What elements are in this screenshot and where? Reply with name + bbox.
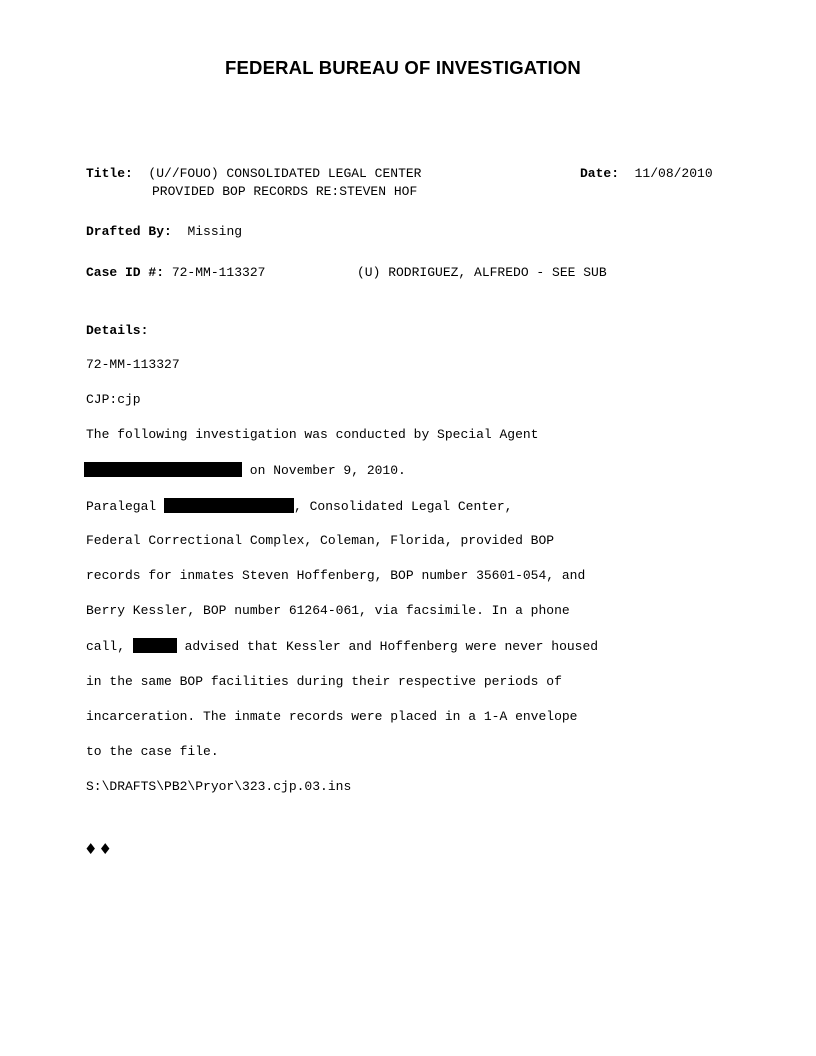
drafted-by-value: Missing	[187, 224, 243, 239]
drafted-by-row	[86, 224, 242, 240]
details-line-6: Berry Kessler, BOP number 61264-061, via facsimile. In a phone	[86, 603, 570, 618]
end-marker: ♦♦	[84, 840, 113, 858]
details-line-5: records for inmates Steven Hoffenberg, BOP number 35601-054, and	[86, 568, 586, 583]
date-row	[580, 166, 713, 182]
details-file-number: 72-MM-113327	[86, 357, 180, 372]
case-id-label: Case ID #:	[86, 265, 165, 280]
details-line-3	[86, 498, 512, 515]
details-line-9: incarceration. The inmate records were placed in a 1-A envelope	[86, 709, 578, 724]
details-line-1: The following investigation was conducted by Special Agent	[86, 427, 539, 442]
details-line-10: to the case file.	[86, 744, 219, 759]
title-value-line2: PROVIDED BOP RECORDS RE:STEVEN HOF	[152, 184, 418, 199]
redaction-paralegal-short	[133, 638, 177, 653]
details-line-7-suffix: advised that Kessler and Hoffenberg were never housed	[176, 639, 599, 654]
title-row	[86, 166, 421, 182]
details-line-8: in the same BOP facilities during their respective periods of	[86, 674, 562, 689]
details-line-2-text: on November 9, 2010.	[242, 463, 406, 478]
details-line-3-suffix: , Consolidated Legal Center,	[294, 499, 513, 514]
title-label: Title:	[86, 166, 133, 181]
file-path: S:\DRAFTS\PB2\Pryor\323.cjp.03.ins	[86, 779, 352, 794]
agency-header: FEDERAL BUREAU OF INVESTIGATION	[224, 57, 581, 78]
drafted-by-label: Drafted By:	[86, 224, 172, 239]
details-line-7-prefix: call,	[86, 639, 133, 654]
date-label: Date:	[580, 166, 620, 181]
redaction-paralegal-name	[164, 498, 294, 513]
case-subject: (U) RODRIGUEZ, ALFREDO - SEE SUB	[357, 265, 607, 280]
details-line-7	[86, 638, 598, 655]
details-line-4: Federal Correctional Complex, Coleman, Florida, provided BOP	[86, 533, 555, 548]
redaction-agent-name	[84, 462, 242, 477]
details-line-2	[84, 462, 406, 479]
details-label: Details:	[86, 323, 149, 338]
details-line-3-prefix: Paralegal	[86, 499, 165, 514]
title-value-line1: (U//FOUO) CONSOLIDATED LEGAL CENTER	[148, 166, 422, 181]
date-value: 11/08/2010	[634, 166, 713, 181]
details-initials: CJP:cjp	[86, 392, 141, 407]
case-id-row	[86, 265, 265, 281]
case-id-value: 72-MM-113327	[171, 265, 266, 280]
